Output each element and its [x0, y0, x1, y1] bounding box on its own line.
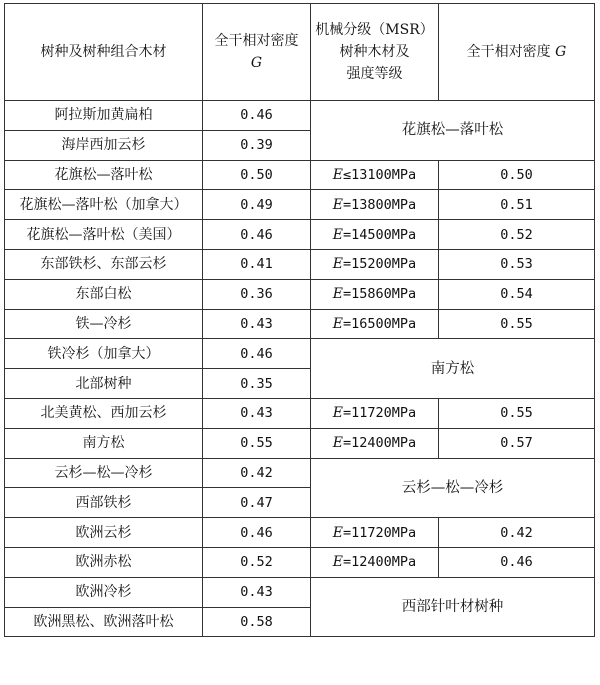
density-cell: 0.50: [203, 160, 311, 190]
msr-density-cell: 0.54: [439, 279, 595, 309]
species-cell: 花旗松—落叶松: [5, 160, 203, 190]
msr-grade-cell: [311, 547, 439, 577]
e-value: =16500MPa: [343, 315, 417, 332]
density-cell: 0.58: [203, 607, 311, 637]
msr-grade-cell: [311, 220, 439, 250]
e-value: =12400MPa: [343, 554, 417, 571]
table-row: [5, 160, 595, 190]
header-density-label: 全干相对密度: [214, 33, 299, 49]
density-cell: 0.42: [203, 458, 311, 488]
header-density2-label: 全干相对密度: [466, 44, 551, 60]
density-cell: 0.55: [203, 428, 311, 458]
msr-grade-cell: [311, 279, 439, 309]
species-cell: 东部白松: [5, 279, 203, 309]
msr-grade-cell: [311, 518, 439, 548]
density-cell: 0.46: [203, 101, 311, 131]
e-value: =11720MPa: [343, 405, 417, 422]
document-page: [4, 3, 595, 637]
e-value: =14500MPa: [343, 226, 417, 243]
density-cell: 0.46: [203, 339, 311, 369]
msr-density-cell: 0.51: [439, 190, 595, 220]
species-cell: 阿拉斯加黄扁柏: [5, 101, 203, 131]
e-symbol: E: [332, 524, 344, 541]
e-symbol: E: [332, 256, 344, 273]
table-row: [5, 309, 595, 339]
msr-grade-cell: [311, 398, 439, 428]
species-cell: 南方松: [5, 428, 203, 458]
msr-density-cell: 0.50: [439, 160, 595, 190]
species-cell: 北美黄松、西加云杉: [5, 398, 203, 428]
density-cell: 0.49: [203, 190, 311, 220]
header-density2-symbol: G: [555, 44, 567, 60]
e-symbol: E: [332, 405, 344, 422]
e-symbol: E: [332, 435, 344, 452]
header-msr: [311, 4, 439, 101]
e-value: =15860MPa: [343, 286, 417, 303]
msr-density-cell: 0.46: [439, 547, 595, 577]
species-cell: 欧洲云杉: [5, 518, 203, 548]
msr-density-cell: 0.52: [439, 220, 595, 250]
species-cell: 花旗松—落叶松（加拿大）: [5, 190, 203, 220]
e-symbol: E: [332, 196, 344, 213]
species-cell: 东部铁杉、东部云杉: [5, 249, 203, 279]
msr-grade-cell: [311, 428, 439, 458]
species-cell: 北部树种: [5, 369, 203, 399]
e-symbol: E: [332, 166, 344, 183]
header-msr-line2: 树种木材及: [339, 44, 410, 60]
table-row: [5, 249, 595, 279]
msr-density-cell: 0.42: [439, 518, 595, 548]
msr-grade-cell: [311, 160, 439, 190]
density-cell: 0.47: [203, 488, 311, 518]
e-symbol: E: [332, 554, 344, 571]
table-row: [5, 190, 595, 220]
density-cell: 0.43: [203, 309, 311, 339]
msr-grade-cell: [311, 190, 439, 220]
header-species: 树种及树种组合木材: [5, 4, 203, 101]
species-cell: 云杉—松—冷杉: [5, 458, 203, 488]
table-row: [5, 458, 595, 488]
species-cell: 西部铁杉: [5, 488, 203, 518]
header-msr-line3: 强度等级: [346, 66, 403, 82]
header-density: [203, 4, 311, 101]
table-row: [5, 398, 595, 428]
msr-density-cell: 0.55: [439, 398, 595, 428]
e-value: ≤13100MPa: [343, 166, 417, 183]
density-cell: 0.36: [203, 279, 311, 309]
density-cell: 0.41: [203, 249, 311, 279]
density-cell: 0.43: [203, 577, 311, 607]
density-cell: 0.43: [203, 398, 311, 428]
table-row: [5, 101, 595, 131]
density-cell: 0.35: [203, 369, 311, 399]
species-cell: 海岸西加云杉: [5, 130, 203, 160]
e-value: =13800MPa: [343, 196, 417, 213]
header-msr-line1: 机械分级（MSR）: [315, 22, 434, 38]
species-cell: 欧洲冷杉: [5, 577, 203, 607]
header-density-symbol: G: [250, 55, 263, 71]
msr-group-douglas: 花旗松—落叶松: [311, 101, 595, 161]
msr-grade-cell: [311, 309, 439, 339]
table-row: [5, 518, 595, 548]
species-cell: 铁冷杉（加拿大）: [5, 339, 203, 369]
table-row: [5, 339, 595, 369]
header-density-2: [439, 4, 595, 101]
e-symbol: E: [332, 226, 344, 243]
msr-density-cell: 0.53: [439, 249, 595, 279]
msr-density-cell: 0.55: [439, 309, 595, 339]
table-row: [5, 547, 595, 577]
table-row: [5, 220, 595, 250]
msr-group-southern: 南方松: [311, 339, 595, 399]
msr-group-western: 西部针叶材树种: [311, 577, 595, 637]
density-table: [4, 3, 595, 637]
e-value: =15200MPa: [343, 256, 417, 273]
table-row: [5, 577, 595, 607]
msr-grade-cell: [311, 249, 439, 279]
msr-density-cell: 0.57: [439, 428, 595, 458]
e-value: =12400MPa: [343, 435, 417, 452]
table-row: [5, 279, 595, 309]
species-cell: 花旗松—落叶松（美国）: [5, 220, 203, 250]
header-row: [5, 4, 595, 101]
e-value: =11720MPa: [343, 524, 417, 541]
density-cell: 0.39: [203, 130, 311, 160]
e-symbol: E: [332, 286, 344, 303]
density-cell: 0.46: [203, 518, 311, 548]
table-row: [5, 428, 595, 458]
density-cell: 0.46: [203, 220, 311, 250]
e-symbol: E: [332, 315, 344, 332]
species-cell: 铁—冷杉: [5, 309, 203, 339]
density-cell: 0.52: [203, 547, 311, 577]
msr-group-spf: 云杉—松—冷杉: [311, 458, 595, 518]
species-cell: 欧洲黑松、欧洲落叶松: [5, 607, 203, 637]
species-cell: 欧洲赤松: [5, 547, 203, 577]
